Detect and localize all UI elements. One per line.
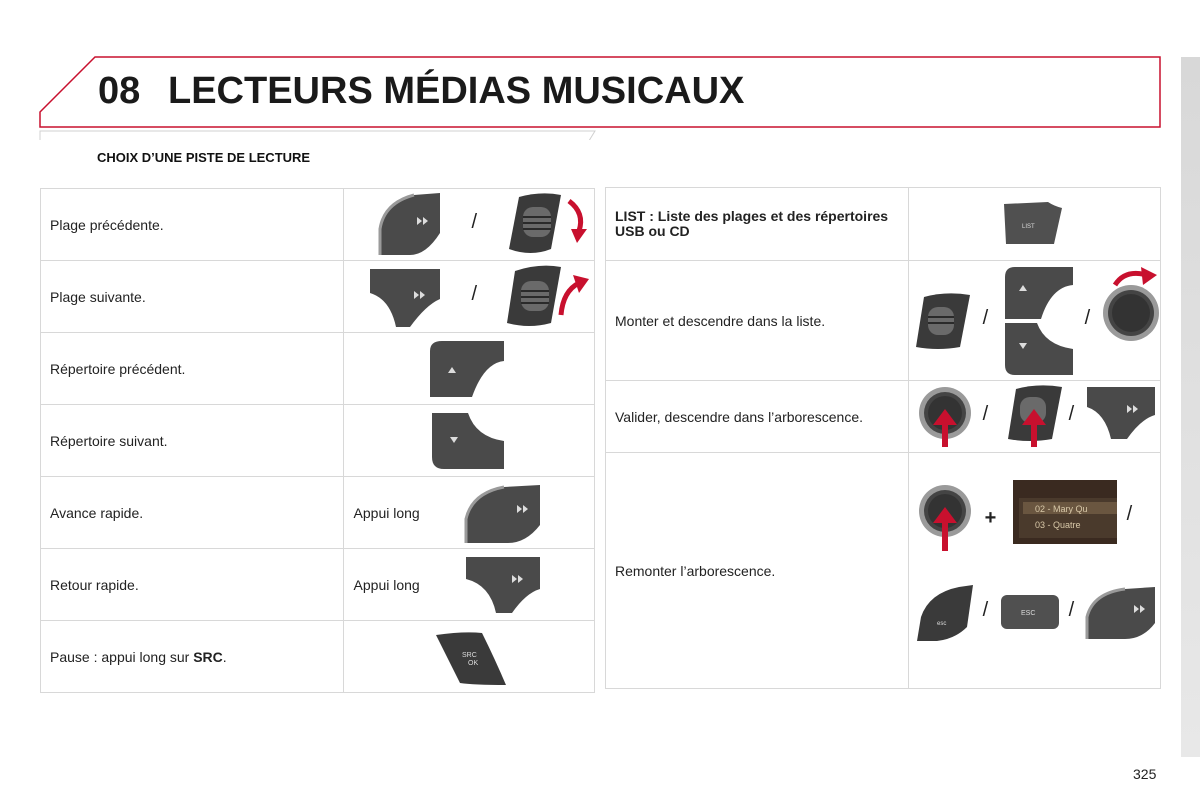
- row-visual: [908, 453, 1160, 689]
- rotary-knob-icon: [1101, 265, 1161, 343]
- separator-slash: /: [1068, 599, 1075, 621]
- row-label: Avance rapide.: [41, 477, 344, 549]
- row-label: Plage suivante.: [41, 261, 344, 333]
- separator-slash: /: [1126, 503, 1133, 525]
- page-number: 325: [1133, 766, 1157, 782]
- table-row: [606, 261, 1161, 381]
- separator-slash: /: [471, 283, 478, 305]
- plus-sign: +: [984, 507, 997, 529]
- row-label: Répertoire précédent.: [41, 333, 344, 405]
- table-row: [41, 189, 595, 261]
- screen-line-1: 02 - Mary Qu: [1034, 504, 1088, 514]
- label-bold: SRC: [193, 648, 223, 665]
- next-button-icon: [1087, 387, 1157, 439]
- table-row: [41, 477, 595, 549]
- row-label: [41, 621, 344, 693]
- long-press-note: Appui long: [353, 504, 420, 521]
- row-label: Monter et descendre dans la liste.: [606, 261, 909, 381]
- label-prefix: Pause : appui long sur: [50, 648, 194, 665]
- previous-track-button-icon: [370, 193, 440, 255]
- table-row: [606, 453, 1161, 689]
- folder-up-button-icon: [428, 339, 508, 397]
- label-suffix: .: [222, 648, 227, 665]
- esc-button-small-icon: [915, 583, 977, 643]
- row-label: Valider, descendre dans l’arborescence.: [606, 381, 909, 453]
- display-screen-icon: [1013, 480, 1117, 544]
- row-label: Remonter l’arborescence.: [606, 453, 909, 689]
- row-visual: [908, 188, 1160, 261]
- next-track-button-icon: [370, 269, 440, 327]
- row-visual: [343, 189, 594, 261]
- table-row: [41, 405, 595, 477]
- row-label: Plage précédente.: [41, 189, 344, 261]
- table-row: [41, 261, 595, 333]
- esc-small-label: esc: [936, 621, 946, 627]
- row-label: Retour rapide.: [41, 549, 344, 621]
- table-row: [41, 621, 595, 693]
- steering-thumbwheel-up-icon: [499, 263, 591, 329]
- ok-label: OK: [467, 660, 478, 667]
- rotary-knob-press-icon: [917, 481, 973, 553]
- row-label: LIST : Liste des plages et des répertoires USB ou CD: [606, 188, 909, 261]
- section-title: CHOIX D’UNE PISTE DE LECTURE: [97, 150, 311, 165]
- left-table: [40, 188, 595, 693]
- table-row: [41, 549, 595, 621]
- previous-button-icon: [1085, 587, 1157, 639]
- separator-slash: /: [982, 307, 989, 329]
- row-visual: [908, 381, 1160, 453]
- chapter-title: LECTEURS MÉDIAS MUSICAUX: [168, 70, 745, 112]
- row-visual: [343, 333, 594, 405]
- separator-slash: /: [982, 599, 989, 621]
- src-ok-button-icon: [434, 631, 508, 687]
- row-visual: [343, 261, 594, 333]
- table-row: [606, 381, 1161, 453]
- separator-slash: /: [982, 403, 989, 425]
- row-visual: [343, 549, 594, 621]
- list-down-button-icon: [1003, 323, 1075, 375]
- table-row: [41, 333, 595, 405]
- steering-thumbwheel-icon: [912, 291, 974, 349]
- list-button-label: LIST: [1021, 224, 1035, 230]
- row-visual: [343, 477, 594, 549]
- separator-slash: /: [471, 211, 478, 233]
- row-visual: [343, 621, 594, 693]
- fast-forward-button-icon: [464, 485, 542, 543]
- list-button-icon: [1002, 200, 1064, 246]
- rewind-button-icon: [464, 557, 542, 613]
- src-label: SRC: [461, 652, 477, 659]
- row-visual: [908, 261, 1160, 381]
- thumbwheel-press-icon: [1004, 383, 1066, 449]
- folder-down-button-icon: [430, 411, 508, 471]
- rotary-knob-press-icon: [917, 383, 973, 449]
- screen-line-2: 03 - Quatre: [1034, 520, 1081, 530]
- row-label: Répertoire suivant.: [41, 405, 344, 477]
- side-tab: [1181, 57, 1200, 757]
- esc-button-icon: [999, 593, 1063, 633]
- chapter-number: 08: [98, 70, 141, 112]
- separator-slash: /: [1084, 307, 1091, 329]
- long-press-note: Appui long: [353, 576, 420, 593]
- row-visual: [343, 405, 594, 477]
- steering-thumbwheel-down-icon: [501, 191, 591, 257]
- right-table: [605, 187, 1161, 689]
- table-row: [606, 188, 1161, 261]
- list-up-button-icon: [1003, 267, 1075, 319]
- esc-label: ESC: [1020, 610, 1035, 617]
- separator-slash: /: [1068, 403, 1075, 425]
